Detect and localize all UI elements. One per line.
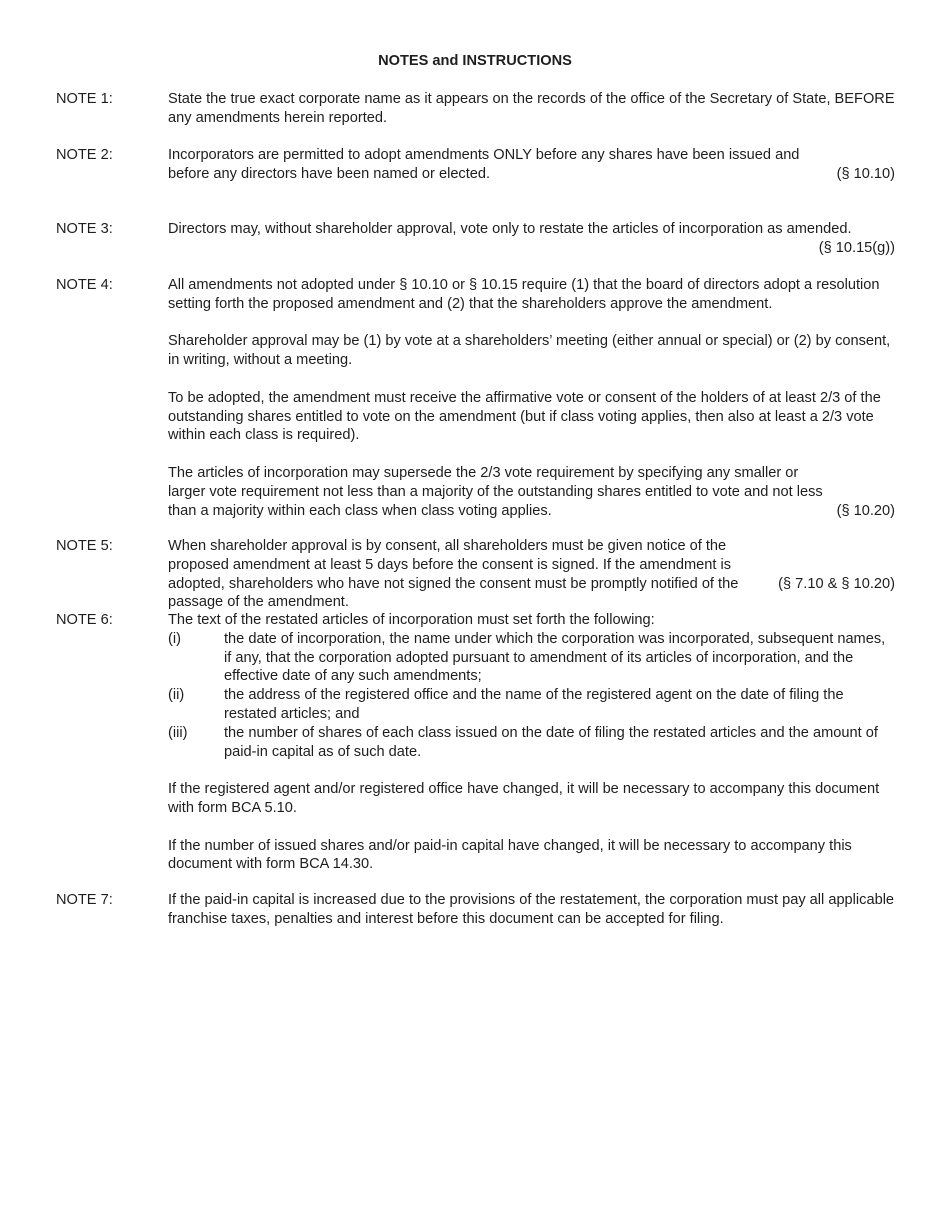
note-paragraph: If the paid-in capital is increased due to the provisions of the restatement, the corporation must pay all applicable franchise taxes, penalties and interest before this document can be accepted for filing. [168,892,895,927]
note-label: NOTE 5: [56,538,113,554]
list-marker: (iii) [168,724,188,741]
note-6 [56,611,896,874]
list-item-text: the date of incorporation, the name under which the corporation was incorporated, subsequent names, if any, that the corporation adopted pursuant to amendment of its articles of incorporation, and the effective date of any such amendments; [224,630,886,685]
note-body [168,90,895,128]
list-marker: (i) [168,630,181,647]
note-text: When shareholder approval is by consent, all shareholders must be given notice of the proposed amendment at least 5 days before the consent is signed. If the amendment is adopted, shareholders who have not signed the consent must be promptly notified of the passage of the amendment. [168,538,739,611]
note-1 [56,90,896,128]
note-paragraph: Directors may, without shareholder approval, vote only to restate the articles of incorporation as amended. [168,221,852,237]
note-3 [56,220,896,258]
list-item [168,724,895,762]
note-text: Incorporators are permitted to adopt amendments ONLY before any shares have been issued and before any directors have been named or elected. [168,147,800,182]
statute-citation: (§ 10.20) [836,502,895,519]
note-paragraph: If the registered agent and/or registered office have changed, it will be necessary to accompany this document with form BCA 5.10. [168,781,880,816]
note-paragraph: If the number of issued shares and/or paid-in capital have changed, it will be necessary to accompany this document with form BCA 14.30. [168,837,852,873]
list-item-text: the address of the registered office and the name of the registered agent on the date of filing the restated articles; and [224,687,844,722]
note-paragraph [168,146,895,184]
note-label: NOTE 6: [56,612,113,628]
note-body [168,537,895,612]
note-body [168,276,895,520]
list-item-text: the number of shares of each class issued on the date of filing the restated articles and the amount of paid-in capital as of such date. [224,724,878,760]
note-paragraph: All amendments not adopted under § 10.10 or § 10.15 require (1) that the board of directors adopt a resolution setting forth the proposed amendment and (2) that the shareholders approve the amendment. [168,277,880,312]
note-body [168,611,895,874]
note-label: NOTE 2: [56,147,113,163]
statute-citation: (§ 10.15(g)) [818,239,895,256]
note-text: The articles of incorporation may supersede the 2/3 vote requirement by specifying any smaller or larger vote requirement not less than a majority of the outstanding shares entitled to vote and not less than a majority within each class when class voting applies. [168,464,823,519]
note-paragraph [168,537,895,612]
note-2 [56,146,896,184]
list-marker: (ii) [168,687,185,704]
note-label: NOTE 4: [56,277,113,293]
note-7 [56,891,896,929]
note-label: NOTE 3: [56,221,113,237]
note-paragraph: State the true exact corporate name as it appears on the records of the office of the Secretary of State, BEFORE any amendments herein reported. [168,91,895,126]
page-title: NOTES and INSTRUCTIONS [378,53,572,69]
requirements-list [168,630,895,762]
note-4 [56,276,896,520]
statute-citation: (§ 7.10 & § 10.20) [778,575,895,592]
note-5 [56,537,896,612]
note-paragraph [168,464,895,520]
note-body [168,220,895,258]
statute-citation: (§ 10.10) [836,165,895,182]
list-item [168,630,895,686]
note-label: NOTE 1: [56,91,113,107]
note-label: NOTE 7: [56,892,113,908]
note-paragraph: Shareholder approval may be (1) by vote at a shareholders’ meeting (either annual or special) or (2) by consent, in writing, without a meeting. [168,333,891,369]
list-item [168,686,895,724]
note-body [168,891,895,929]
note-body [168,146,895,184]
note-intro: The text of the restated articles of incorporation must set forth the following: [168,612,655,628]
note-paragraph: To be adopted, the amendment must receive the affirmative vote or consent of the holders of at least 2/3 of the outstanding shares entitled to vote on the amendment (but if class voting applies, then also at least a 2/3 vote within each class is required). [168,389,881,444]
